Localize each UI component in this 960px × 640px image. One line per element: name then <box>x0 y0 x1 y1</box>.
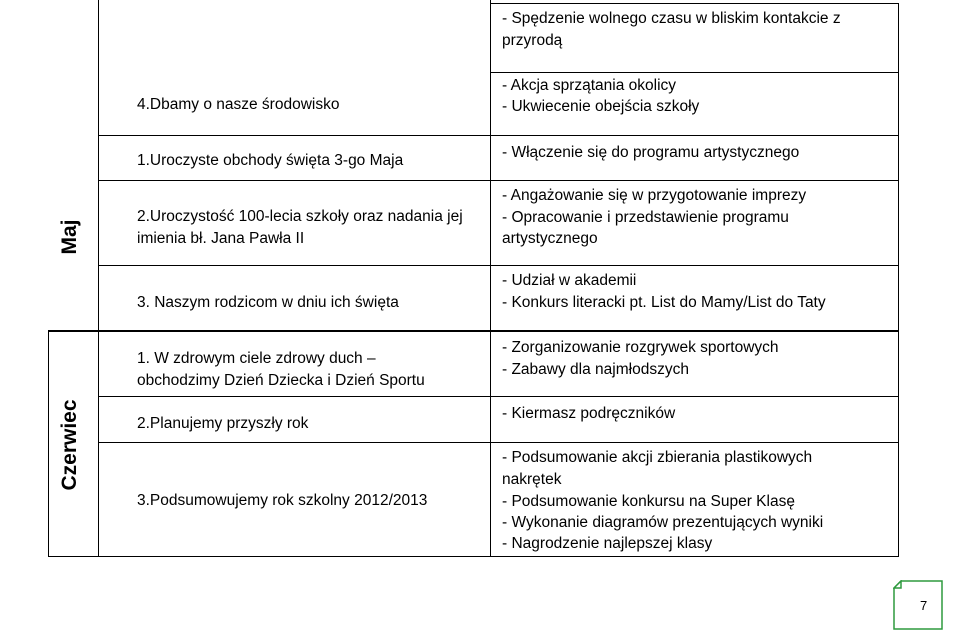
row-separator <box>98 265 899 266</box>
activity-line: - Udział w akademii <box>502 272 637 289</box>
activity-line: - Podsumowanie konkursu na Super Klasę <box>502 493 795 510</box>
topic-line: 2.Uroczystość 100-lecia szkoły oraz nadania jej <box>137 208 463 225</box>
row-separator <box>98 396 899 397</box>
activity-line: - Ukwiecenie obejścia szkoły <box>502 98 700 115</box>
page-number-box <box>893 580 943 630</box>
topic-line: 1.Uroczyste obchody święta 3-go Maja <box>137 152 404 169</box>
topic-line: 3.Podsumowujemy rok szkolny 2012/2013 <box>137 492 428 509</box>
activity-line: - Nagrodzenie najlepszej klasy <box>502 535 713 552</box>
page-number: 7 <box>920 598 928 613</box>
topic-line: 3. Naszym rodzicom w dniu ich święta <box>137 294 399 311</box>
topic-line: 1. W zdrowym ciele zdrowy duch – <box>137 350 376 367</box>
activity-line: - Spędzenie wolnego czasu w bliskim kontakcie z <box>502 10 841 27</box>
topic-line: 2.Planujemy przyszły rok <box>137 415 309 432</box>
activity-line: - Włączenie się do programu artystycznego <box>502 144 800 161</box>
table-border-left <box>48 330 49 557</box>
table-border-bottom <box>48 556 899 557</box>
month-label-maj: Maj <box>58 219 81 255</box>
topic-line: imienia bł. Jana Pawła II <box>137 230 305 247</box>
activity-line: - Zorganizowanie rozgrywek sportowych <box>502 339 779 356</box>
activity-line: przyrodą <box>502 32 563 49</box>
activity-line: artystycznego <box>502 230 598 247</box>
activity-line: - Akcja sprzątania okolicy <box>502 77 677 94</box>
table-border-top <box>490 3 899 4</box>
row-separator <box>98 180 899 181</box>
table-border-col1 <box>98 0 99 557</box>
activity-line: - Zabawy dla najmłodszych <box>502 361 689 378</box>
month-label-czerwiec: Czerwiec <box>58 399 81 491</box>
row-separator <box>490 72 899 73</box>
topic-line: obchodzimy Dzień Dziecka i Dzień Sportu <box>137 372 425 389</box>
month-separator <box>48 330 899 332</box>
table-border-col2 <box>490 0 491 557</box>
activity-line: - Opracowanie i przedstawienie programu <box>502 209 789 226</box>
activity-line: - Konkurs literacki pt. List do Mamy/List do Taty <box>502 294 826 311</box>
table-border-right <box>898 3 899 557</box>
activity-line: - Podsumowanie akcji zbierania plastikowych <box>502 449 813 466</box>
activity-line: nakrętek <box>502 471 562 488</box>
row-separator <box>98 135 899 136</box>
row-separator <box>98 442 899 443</box>
activity-line: - Angażowanie się w przygotowanie imprezy <box>502 187 807 204</box>
activity-line: - Kiermasz podręczników <box>502 405 676 422</box>
activity-line: - Wykonanie diagramów prezentujących wyniki <box>502 514 824 531</box>
topic-line: 4.Dbamy o nasze środowisko <box>137 96 340 113</box>
